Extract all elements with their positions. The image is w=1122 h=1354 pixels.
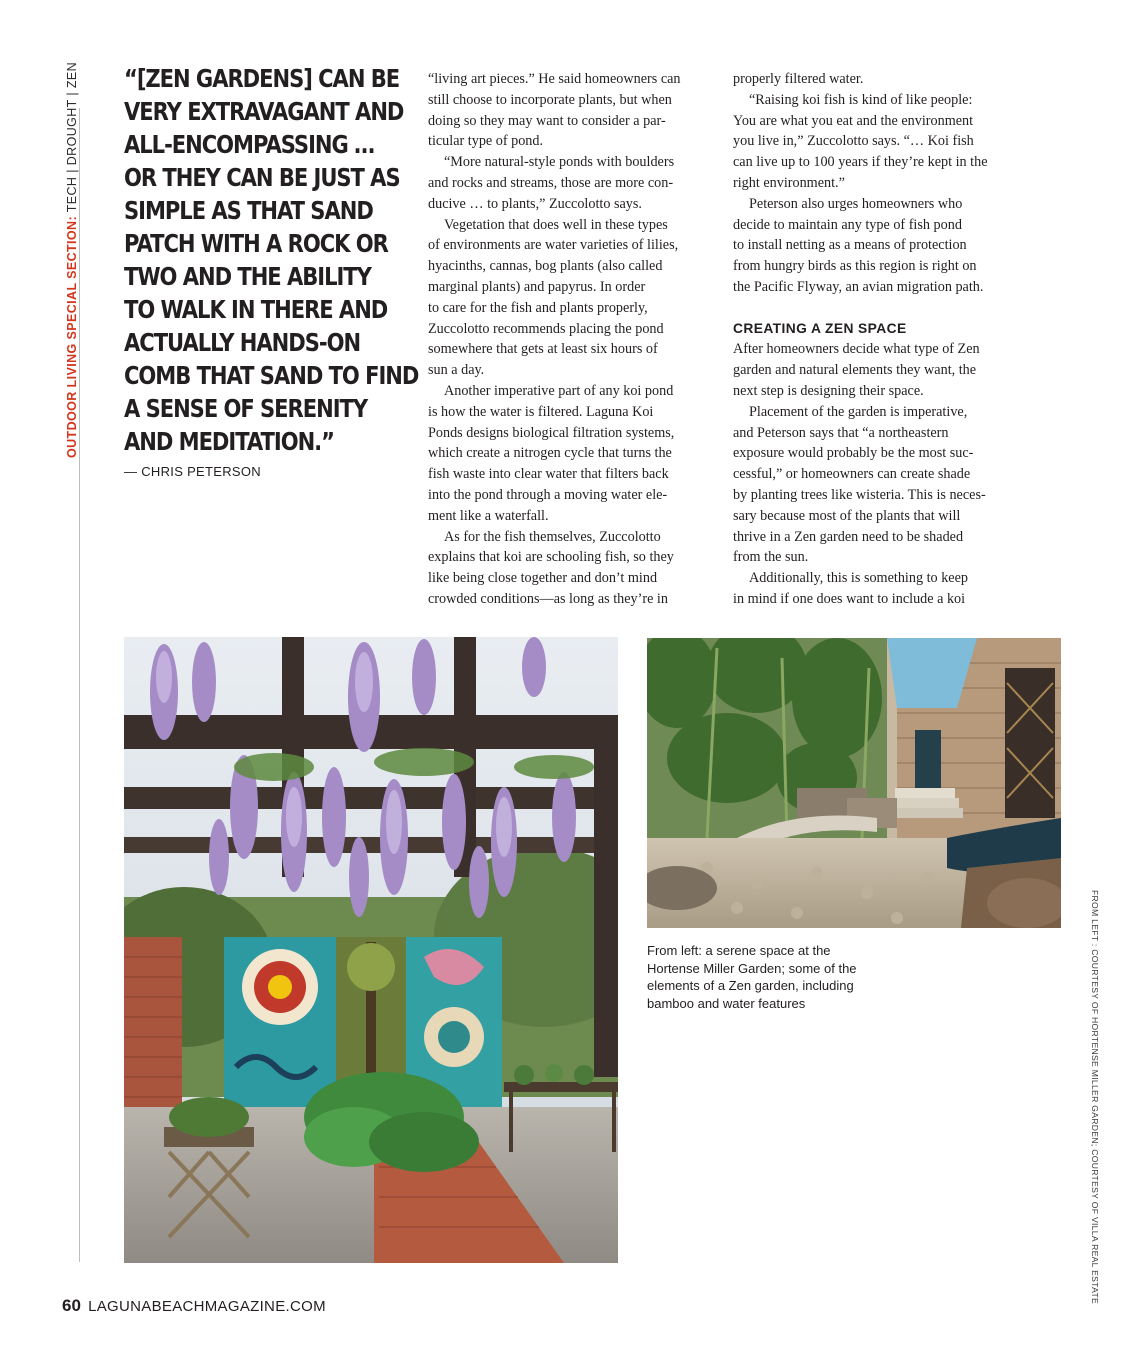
body-line: “More natural-style ponds with boulders (444, 154, 675, 171)
body-line: Peterson also urges homeowners who (749, 195, 963, 212)
body-line: sun a day. (428, 362, 485, 379)
pull-quote-line: ACTUALLY HANDS-ON (124, 328, 361, 357)
body-line: marginal plants) and papyrus. In order (428, 278, 646, 295)
body-line: can live up to 100 years if they’re kept in the (733, 154, 988, 171)
body-line: properly filtered water. (733, 71, 864, 87)
section-label-prefix: OUTDOOR LIVING SPECIAL SECTION: (65, 215, 79, 458)
body-line: ducive … to plants,” Zuccolotto says. (428, 195, 642, 212)
body-line: from hungry birds as this region is right on (733, 258, 977, 275)
body-line: garden and natural elements they want, the (733, 362, 977, 379)
body-line: by planting trees like wisteria. This is neces- (733, 486, 986, 503)
body-line: ticular type of pond. (428, 133, 544, 150)
body-line: cessful,” or homeowners can create shade (733, 466, 971, 483)
page-number: 60 (62, 1296, 81, 1315)
body-line: right environment.” (733, 174, 845, 191)
caption-line: From left: a serene space at the (647, 943, 831, 958)
body-line: “living art pieces.” He said homeowners can (428, 71, 681, 87)
pull-quote-line: TO WALK IN THERE AND (124, 295, 388, 324)
photo-credit (1084, 890, 1104, 1305)
body-column-1 (428, 69, 718, 610)
body-line: Vegetation that does well in these types (444, 216, 668, 233)
page-folio (62, 1296, 326, 1316)
left-divider-rule (79, 108, 80, 1262)
body-line: Zuccolotto recommends placing the pond (428, 320, 664, 337)
body-line: ment like a waterfall. (428, 507, 549, 524)
body-line: into the pond through a moving water ele- (428, 486, 668, 503)
zen-courtyard-photo (647, 638, 1061, 928)
pull-quote-line: SIMPLE AS THAT SAND (124, 196, 373, 225)
body-line: in mind if one does want to include a koi (733, 590, 966, 607)
body-line: Placement of the garden is imperative, (749, 403, 968, 420)
magazine-website: LAGUNABEACHMAGAZINE.COM (88, 1298, 326, 1315)
body-line: Ponds designs biological filtration systems, (428, 424, 675, 441)
pull-quote-attribution: — CHRIS PETERSON (124, 464, 261, 479)
section-label-topics: TECH | DROUGHT | ZEN (65, 61, 79, 213)
pull-quote-line: AND MEDITATION.” (124, 427, 334, 456)
body-line: fish waste into clear water that filters back (428, 466, 669, 483)
pull-quote (124, 62, 419, 458)
caption-line: bamboo and water features (647, 995, 806, 1011)
body-line: Another imperative part of any koi pond (444, 382, 674, 399)
pull-quote-line: OR THEY CAN BE JUST AS (124, 163, 400, 192)
pull-quote-line: “[ZEN GARDENS] CAN BE (124, 64, 400, 93)
body-line: the Pacific Flyway, an avian migration path. (733, 278, 984, 295)
body-line: to care for the fish and plants properly, (428, 299, 648, 316)
pull-quote-line: COMB THAT SAND TO FIND (124, 361, 419, 390)
body-line: next step is designing their space. (733, 382, 924, 399)
body-line: you live in,” Zuccolotto says. “… Koi fish (733, 133, 974, 150)
body-column-2 (733, 69, 1023, 610)
body-line: After homeowners decide what type of Zen (733, 341, 980, 358)
pull-quote-line: ALL-ENCOMPASSING … (124, 130, 375, 159)
body-line: somewhere that gets at least six hours of (428, 341, 658, 358)
photo-caption (647, 942, 887, 1012)
body-line: exposure would probably be the most suc- (733, 445, 974, 462)
body-line: sary because most of the plants that will (733, 507, 961, 524)
body-line: and rocks and streams, those are more con- (428, 174, 674, 191)
body-line: doing so they may want to consider a par- (428, 112, 666, 129)
body-line: Additionally, this is something to keep (749, 570, 968, 587)
pull-quote-line: A SENSE OF SERENITY (124, 394, 368, 423)
body-line: thrive in a Zen garden need to be shaded (733, 528, 964, 545)
paragraph-spacer (733, 298, 1023, 319)
body-line: decide to maintain any type of fish pond (733, 216, 962, 233)
garden-wisteria-photo (124, 637, 618, 1263)
pull-quote-line: TWO AND THE ABILITY (124, 262, 371, 291)
body-line: hyacinths, cannas, bog plants (also called (428, 258, 663, 275)
body-line: and Peterson says that “a northeastern (733, 424, 949, 441)
body-line: explains that koi are schooling fish, so they (428, 549, 674, 566)
body-line: still choose to incorporate plants, but when (428, 91, 672, 108)
subheading: CREATING A ZEN SPACE (733, 320, 907, 336)
body-line: from the sun. (733, 549, 809, 566)
caption-line: Hortense Miller Garden; some of the (647, 960, 857, 976)
photo-credit-text: FROM LEFT : COURTESY OF HORTENSE MILLER GARDEN; COURTESY OF VILLA REAL ESTATE (1090, 890, 1100, 1305)
body-line: crowded conditions—as long as they’re in (428, 590, 668, 607)
body-line: which create a nitrogen cycle that turns the (428, 445, 672, 462)
caption-line: elements of a Zen garden, including (647, 978, 854, 993)
body-line: “Raising koi fish is kind of like people: (749, 91, 973, 108)
pull-quote-line: PATCH WITH A ROCK OR (124, 229, 388, 258)
body-line: to install netting as a means of protection (733, 237, 967, 254)
body-line: like being close together and don’t mind (428, 570, 658, 587)
body-line: of environments are water varieties of lilies, (428, 237, 679, 254)
body-line: is how the water is filtered. Laguna Koi (428, 403, 654, 420)
body-line: As for the fish themselves, Zuccolotto (444, 528, 661, 545)
pull-quote-line: VERY EXTRAVAGANT AND (124, 97, 404, 126)
body-line: You are what you eat and the environment (733, 112, 974, 129)
